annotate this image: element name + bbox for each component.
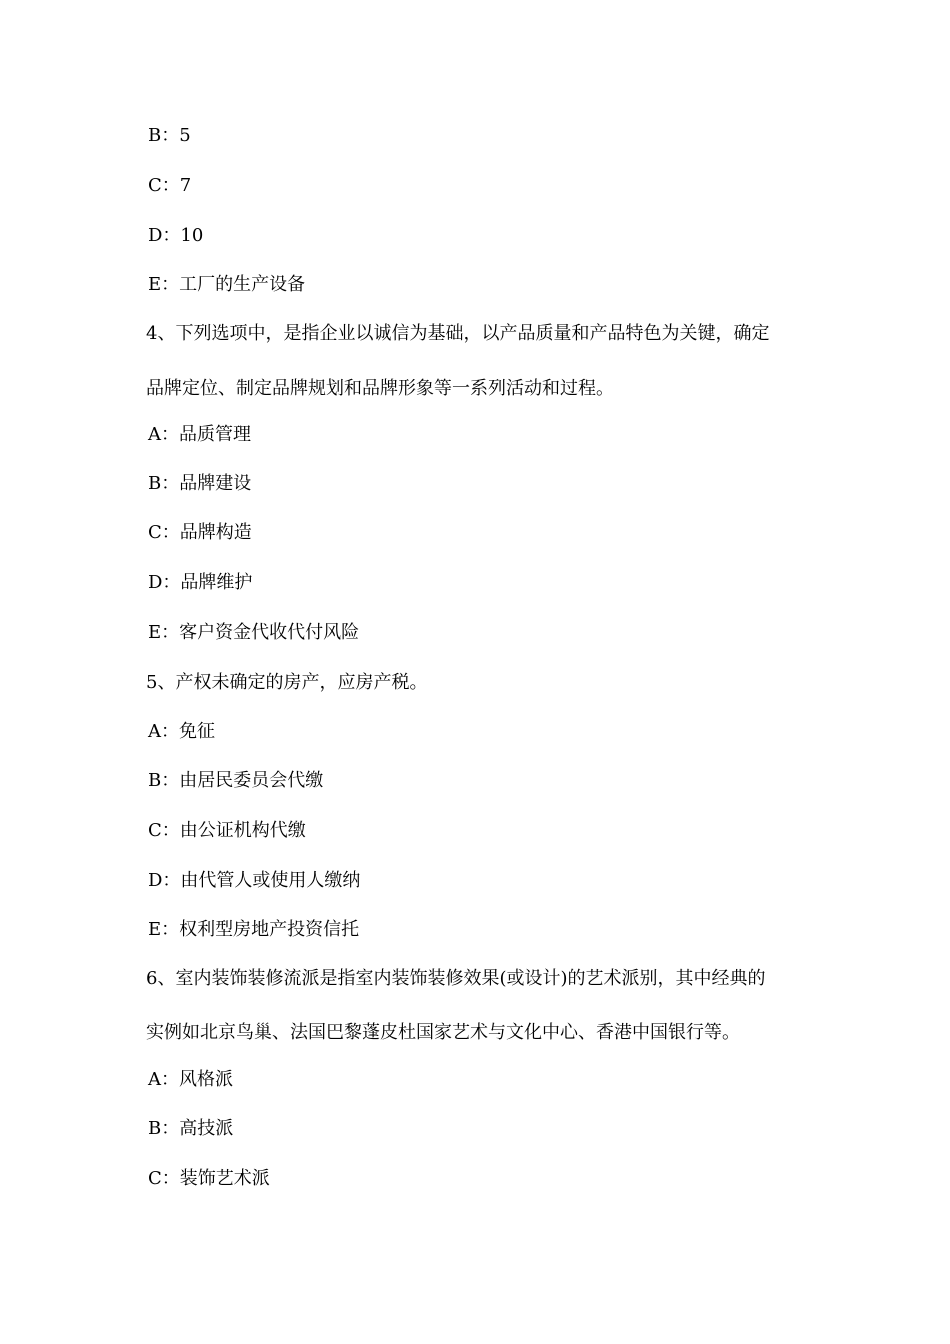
q4-option-e: E：客户资金代收代付风险 — [148, 622, 360, 643]
q3-option-c: C：7 — [148, 175, 192, 196]
q5-option-b: B：由居民委员会代缴 — [148, 770, 324, 791]
q3-option-d: D：10 — [148, 225, 204, 246]
q5-option-e: E：权利型房地产投资信托 — [148, 919, 360, 940]
q5-option-d: D：由代管人或使用人缴纳 — [148, 870, 361, 891]
q5-option-c: C：由公证机构代缴 — [148, 820, 306, 841]
q6-stem-line1: 6、室内装饰装修流派是指室内装饰装修效果(或设计)的艺术派别，其中经典的 — [146, 968, 766, 989]
q6-option-b: B：高技派 — [148, 1118, 234, 1139]
q5-stem-line1: 5、产权未确定的房产，应房产税。 — [146, 672, 428, 693]
q3-option-b: B：5 — [148, 125, 191, 146]
q4-option-d: D：品牌维护 — [148, 572, 253, 593]
q6-stem-line2: 实例如北京鸟巢、法国巴黎蓬皮杜国家艺术与文化中心、香港中国银行等。 — [146, 1022, 740, 1043]
q5-option-a: A：免征 — [148, 721, 215, 742]
q4-stem-line2: 品牌定位、制定品牌规划和品牌形象等一系列活动和过程。 — [146, 378, 614, 399]
q4-stem-line1: 4、下列选项中，是指企业以诚信为基础，以产品质量和产品特色为关键，确定 — [146, 323, 770, 344]
q4-option-c: C：品牌构造 — [148, 522, 252, 543]
q4-option-a: A：品质管理 — [148, 424, 251, 445]
q6-option-a: A：风格派 — [148, 1069, 233, 1090]
q4-option-b: B：品牌建设 — [148, 473, 252, 494]
q6-option-c: C：装饰艺术派 — [148, 1168, 270, 1189]
q3-option-e: E：工厂的生产设备 — [148, 274, 306, 295]
